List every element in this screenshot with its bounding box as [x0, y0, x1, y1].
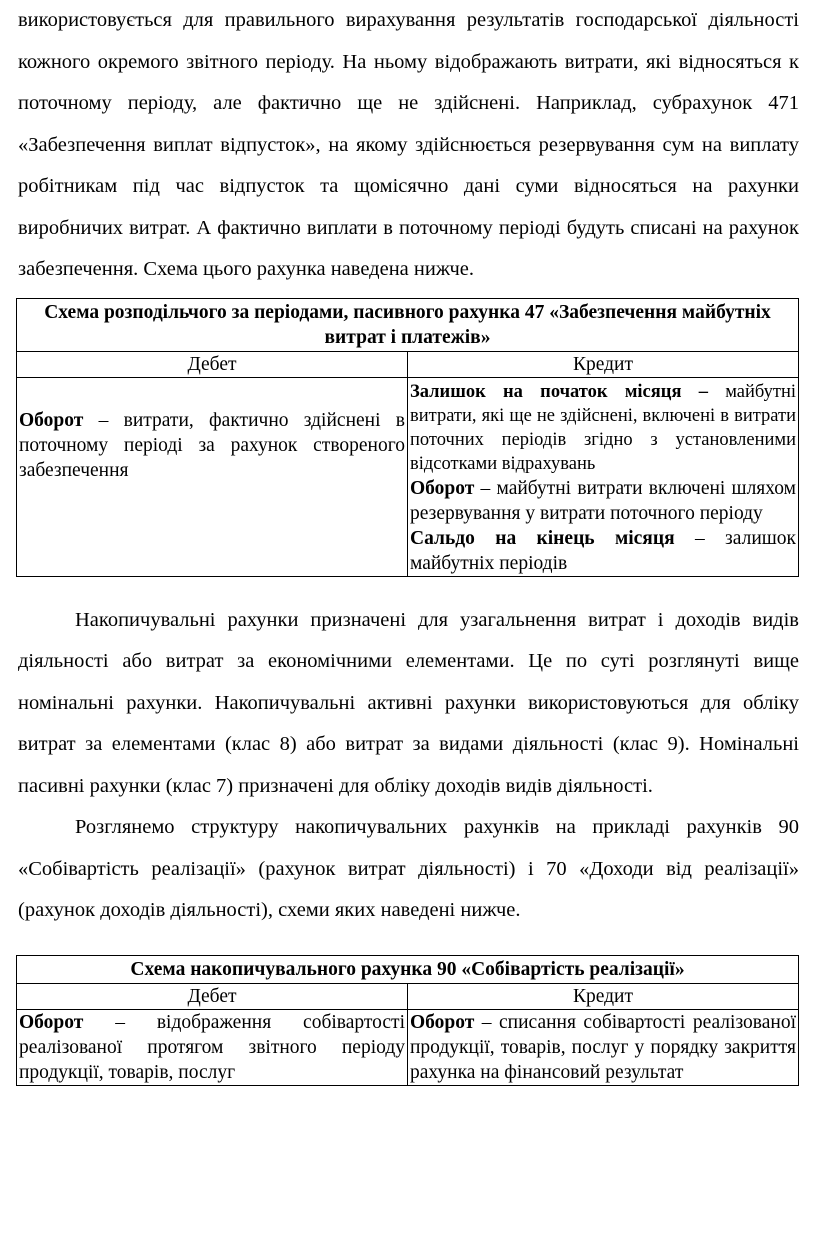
debit-cell [17, 377, 408, 576]
debit-term: Оборот [19, 409, 84, 431]
credit-header: Кредит [408, 351, 799, 377]
credit-term-90: Оборот [410, 1011, 475, 1033]
credit-term-closing: Сальдо на кінець місяця [410, 527, 675, 549]
account-47-scheme-title: Схема розподільчого за періодами, пасивного рахунка 47 «Забезпечення майбутніх витрат і платежів» [17, 298, 799, 351]
account-47-scheme-table [16, 298, 799, 577]
paragraph-structure-example: Розглянемо структуру накопичувальних рахунків на прикладі рахунків 90 «Собівартість реалізації» (рахунок витрат діяльності) і 70 «Доходи від реалізації» (рахунок доходів діяльності), схеми яких наведені нижче. [18, 816, 799, 921]
document-page [18, 0, 799, 1086]
paragraph-intro: використовується для правильного вирахування результатів господарської діяльності кожного окремого звітного періоду. На ньому відображають витрати, які відносяться к поточному періоду, але фактично ще не здійснені. Наприклад, субрахунок 471 «Забезпечення виплат відпусток», на якому здійснюється резервування сум на виплату робітникам під час відпусток та щомісячно дані суми відносяться на рахунки виробничих витрат. А фактично виплати в поточному періоді будуть списані на рахунок забезпечення. Схема цього рахунка наведена нижче. [18, 9, 799, 280]
credit-entry-closing [410, 526, 796, 576]
debit-header-90: Дебет [17, 983, 408, 1009]
credit-text-closing: – залишок майбутніх періодів [410, 527, 796, 574]
credit-entry-turnover [410, 476, 796, 526]
credit-term-turnover: Оборот [410, 477, 475, 499]
credit-cell-90 [408, 1009, 799, 1085]
paragraph-accumulating-accounts: Накопичувальні рахунки призначені для узагальнення витрат і доходів видів діяльності або витрат за економічними елементами. Це по суті розглянуті вище номінальні рахунки. Накопичувальні активні рахунки використовуються для обліку витрат за елементами (клас 8) або витрат за видами діяльності (клас 9). Номінальні пасивні рахунки (клас 7) призначені для обліку доходів видів діяльності. [18, 608, 799, 797]
credit-term-opening: Залишок на початок місяця – [410, 381, 708, 402]
debit-header: Дебет [17, 351, 408, 377]
credit-header-90: Кредит [408, 983, 799, 1009]
debit-cell-90 [17, 1009, 408, 1085]
credit-text-90: – списання собівартості реалізованої продукції, товарів, послуг у порядку закриття рахунка на фінансовий результат [410, 1011, 796, 1083]
debit-term-90: Оборот [19, 1011, 84, 1033]
credit-entry-opening [410, 380, 796, 476]
credit-text-opening: майбутні витрати, які ще не здійснені, включені в витрати поточних періодів згідно з установленими відсотками відрахувань [410, 381, 797, 474]
account-90-scheme-table [16, 955, 799, 1086]
debit-text-90: – відображення собівартості реалізованої протягом звітного періоду продукції, товарів, послуг [19, 1011, 405, 1083]
credit-text-turnover: – майбутні витрати включені шляхом резервування у витрати поточного періоду [410, 477, 796, 524]
credit-cell [408, 377, 799, 576]
account-90-scheme-title: Схема накопичувального рахунка 90 «Собівартість реалізації» [17, 955, 799, 983]
debit-text: – витрати, фактично здійснені в поточному періоді за рахунок створеного забезпечення [19, 409, 405, 481]
